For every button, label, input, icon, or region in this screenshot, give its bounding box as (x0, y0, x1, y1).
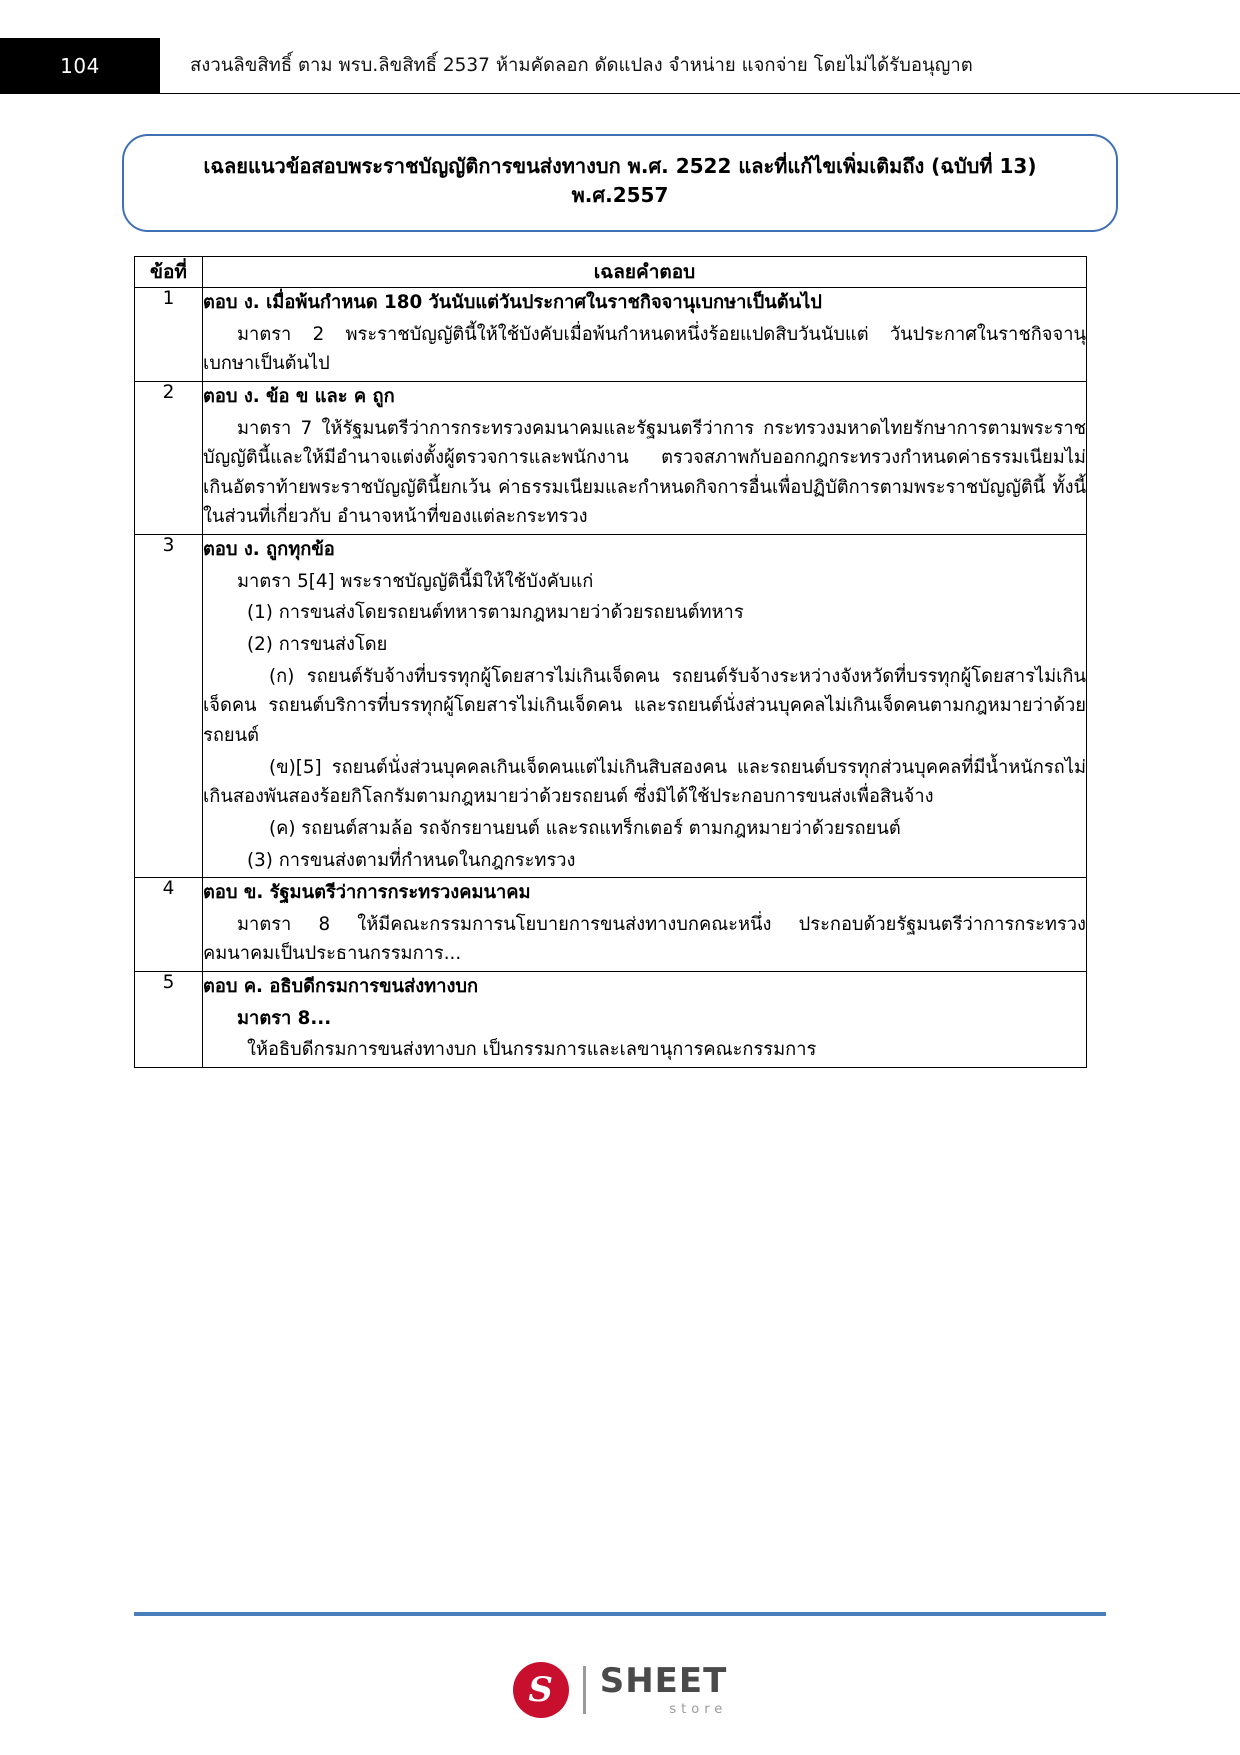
answer-subclause: (ก) รถยนต์รับจ้างที่บรรทุกผู้โดยสารไม่เกินเจ็ดคน รถยนต์รับจ้างระหว่างจังหวัดที่บรรทุกผู้โดยสารไม่เกินเจ็ดคน รถยนต์บริการที่บรรทุกผู้โดยสารไม่เกินเจ็ดคน และรถยนต์นั่งส่วนบุคคลไม่เกินเจ็ดคนตามกฎหมายว่าด้วยรถยนต์ (203, 665, 1086, 746)
answer-body: มาตรา 8 ให้มีคณะกรรมการนโยบายการขนส่งทางบกคณะหนึ่ง ประกอบด้วยรัฐมนตรีว่าการกระทรวงคมนาคมเป็นประธานกรรมการ... (203, 913, 1086, 965)
answer-heading: ตอบ ง. เมื่อพ้นกำหนด 180 วันนับแต่วันประกาศในราชกิจจานุเบกษาเป็นต้นไป (203, 292, 822, 313)
row-answer (203, 381, 1087, 534)
answer-clause: (2) การขนส่งโดย (247, 634, 388, 656)
row-number: 4 (135, 878, 203, 972)
answer-heading: ตอบ ง. ถูกทุกข้อ (203, 539, 335, 561)
document-title-line-1: เฉลยแนวข้อสอบพระราชบัญญัติการขนส่งทางบก พ.ศ. 2522 และที่แก้ไขเพิ่มเติมถึง (ฉบับที่ 13) (203, 154, 1037, 178)
answer-body: มาตรา 8... (237, 1007, 332, 1029)
answer-heading: ตอบ ค. อธิบดีกรมการขนส่งทางบก (203, 976, 479, 998)
answer-body: มาตรา 7 ให้รัฐมนตรีว่าการกระทรวงคมนาคมและรัฐมนตรีว่าการ กระทรวงมหาดไทยรักษาการตามพระราชบัญญัตินี้และให้มีอำนาจแต่งตั้งผู้ตรวจการและพนักงาน ตรวจสภาพกับออกกฎกระทรวงกำหนดค่าธรรมเนียมไม่เกินอัตราท้ายพระราชบัญญัตินี้ยกเว้น ค่าธรรมเนียมและกำหนดกิจการอื่นเพื่อปฏิบัติการตามพระราชบัญญัตินี้ ทั้งนี้ในส่วนที่เกี่ยวกับ อำนาจหน้าที่ของแต่ละกระทรวง (203, 417, 1086, 528)
answer-heading: ตอบ ง. ข้อ ข และ ค ถูก (203, 385, 395, 407)
answer-key-table (134, 256, 1087, 1068)
answer-body: มาตรา 2 พระราชบัญญัตินี้ให้ใช้บังคับเมื่อพ้นกำหนดหนึ่งร้อยแปดสิบวันนับแต่ วันประกาศในราชกิจจานุเบกษาเป็นต้นไป (203, 323, 1086, 375)
answer-clause: (1) การขนส่งโดยรถยนต์ทหารตามกฎหมายว่าด้วยรถยนต์ทหาร (247, 602, 744, 624)
footer-divider (134, 1612, 1106, 1616)
table-row (135, 381, 1087, 534)
logo-divider (583, 1666, 586, 1714)
logo-text (599, 1660, 728, 1717)
row-answer (203, 878, 1087, 972)
page-header (0, 38, 1240, 94)
row-number: 2 (135, 381, 203, 534)
logo-wordmark: SHEET (599, 1660, 728, 1701)
footer-logo (0, 1650, 1240, 1730)
answer-subclause: (ค) รถยนต์สามล้อ รถจักรยานยนต์ และรถแทร็กเตอร์ ตามกฎหมายว่าด้วยรถยนต์ (269, 817, 901, 839)
row-number: 1 (135, 288, 203, 382)
answer-body: มาตรา 5[4] พระราชบัญญัตินี้มิให้ใช้บังคับแก่ (237, 570, 594, 592)
answer-clause: (3) การขนส่งตามที่กำหนดในกฎกระทรวง (247, 849, 576, 871)
row-answer (203, 972, 1087, 1068)
row-number: 3 (135, 535, 203, 878)
table-row (135, 878, 1087, 972)
answer-clause: ให้อธิบดีกรมการขนส่งทางบก เป็นกรรมการและเลขานุการคณะกรรมการ (247, 1039, 817, 1061)
page-number: 104 (60, 54, 100, 78)
column-header-answer: เฉลยคำตอบ (203, 257, 1087, 288)
header-divider (160, 93, 1240, 94)
answer-subclause: (ข)[5] รถยนต์นั่งส่วนบุคคลเกินเจ็ดคนแต่ไม่เกินสิบสองคน และรถยนต์บรรทุกส่วนบุคคลที่มีน้ำหนักรถไม่เกินสองพันสองร้อยกิโลกรัมตามกฎหมายว่าด้วยรถยนต์ ซึ่งมิได้ใช้ประกอบการขนส่งเพื่อสินจ้าง (203, 756, 1086, 808)
row-number: 5 (135, 972, 203, 1068)
logo-mark-icon: S (513, 1662, 569, 1718)
row-answer (203, 535, 1087, 878)
column-header-number: ข้อที่ (135, 257, 203, 288)
document-title-line-2: พ.ศ.2557 (571, 183, 669, 207)
copyright-notice: สงวนลิขสิทธิ์ ตาม พรบ.ลิขสิทธิ์ 2537 ห้ามคัดลอก ดัดแปลง จำหน่าย แจกจ่าย โดยไม่ได้รับอนุญาต (190, 55, 973, 76)
logo-subtext: store (669, 1701, 728, 1717)
table-row (135, 535, 1087, 878)
answer-heading: ตอบ ข. รัฐมนตรีว่าการกระทรวงคมนาคม (203, 882, 531, 904)
table-row (135, 288, 1087, 382)
table-row (135, 972, 1087, 1068)
row-answer (203, 288, 1087, 382)
table-header-row (135, 257, 1087, 288)
document-title-box (122, 134, 1118, 232)
